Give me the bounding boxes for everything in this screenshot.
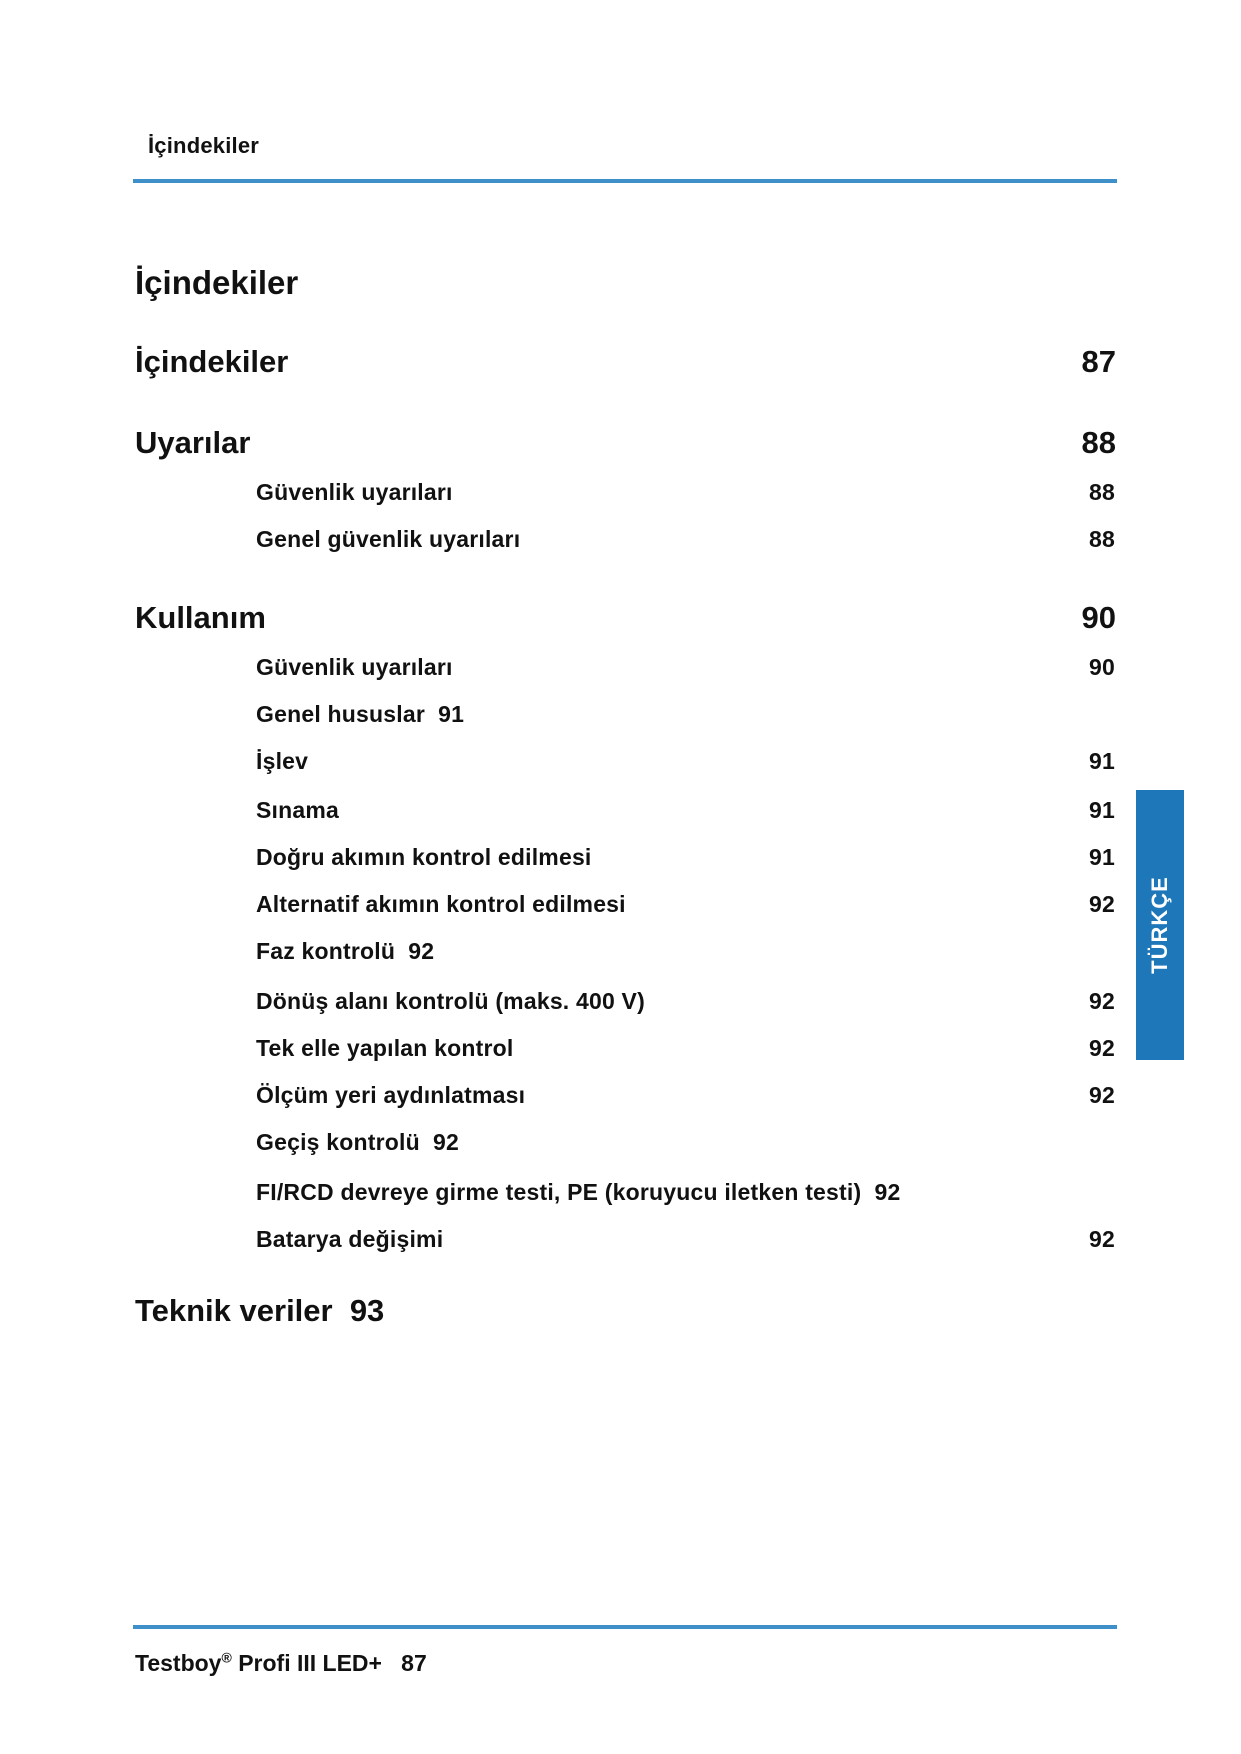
toc-entry[interactable] <box>256 1035 1115 1062</box>
toc-entry-label: Ölçüm yeri aydınlatması <box>256 1082 526 1108</box>
footer <box>135 1650 427 1677</box>
toc-entry-label: Sınama <box>256 797 340 823</box>
toc-entry-page: 88 <box>1081 425 1116 460</box>
toc-entry-label: Güvenlik uyarıları <box>256 479 453 505</box>
toc-entry-label: Faz kontrolü 92 <box>256 938 435 964</box>
toc-entry-label: Teknik veriler 93 <box>135 1293 385 1328</box>
language-side-tab-label: TÜRKÇE <box>1147 876 1172 974</box>
toc-entry-page: 88 <box>1089 526 1115 552</box>
toc-entry[interactable] <box>135 344 1116 380</box>
toc-entry[interactable] <box>256 1226 1115 1253</box>
toc-entry-page: 92 <box>1089 891 1115 917</box>
toc-entry-page: 91 <box>1089 844 1115 870</box>
header-rule <box>133 179 1117 183</box>
toc-entry[interactable] <box>256 1082 1115 1109</box>
toc-entry[interactable] <box>256 701 1115 728</box>
toc-entry-page: 92 <box>1089 1082 1115 1108</box>
toc-entry-label: Genel hususlar 91 <box>256 701 465 727</box>
toc-entry[interactable] <box>135 1293 1116 1329</box>
toc-entry-page: 91 <box>1089 797 1115 823</box>
toc-entry[interactable] <box>256 1129 1115 1156</box>
footer-rule <box>133 1625 1117 1629</box>
toc-entry-label: FI/RCD devreye girme testi, PE (koruyucu iletken testi) 92 <box>256 1179 901 1205</box>
toc-entry-page: 92 <box>1089 1226 1115 1252</box>
registered-mark: ® <box>221 1649 232 1666</box>
toc-entry[interactable] <box>256 891 1115 918</box>
toc-entry-label: Dönüş alanı kontrolü (maks. 400 V) <box>256 988 645 1014</box>
toc-entry-label: Doğru akımın kontrol edilmesi <box>256 844 592 870</box>
toc-entry-label: Geçiş kontrolü 92 <box>256 1129 459 1155</box>
toc-entry-page: 91 <box>1089 748 1115 774</box>
toc-entry-label: Kullanım <box>135 600 266 635</box>
toc-entry-label: Alternatif akımın kontrol edilmesi <box>256 891 626 917</box>
toc-entry[interactable] <box>256 526 1115 553</box>
toc-entry[interactable] <box>135 600 1116 636</box>
running-header: İçindekiler <box>148 133 260 158</box>
footer-brand: Testboy <box>135 1650 222 1676</box>
toc-entry-label: Batarya değişimi <box>256 1226 444 1252</box>
toc-entry-page: 87 <box>1081 344 1116 379</box>
toc-entry[interactable] <box>256 988 1115 1015</box>
toc-entry[interactable] <box>256 748 1115 775</box>
toc-entry-label: Uyarılar <box>135 425 251 460</box>
toc-entry-label: Tek elle yapılan kontrol <box>256 1035 514 1061</box>
toc-entry-label: Genel güvenlik uyarıları <box>256 526 521 552</box>
toc-entry-label: Güvenlik uyarıları <box>256 654 453 680</box>
toc-entry-label: İçindekiler <box>135 344 289 379</box>
toc-entry[interactable] <box>256 844 1115 871</box>
toc-entry-label: İşlev <box>256 748 309 774</box>
toc-entry[interactable] <box>256 797 1115 824</box>
toc-entry[interactable] <box>135 425 1116 461</box>
toc-entry-page: 90 <box>1081 600 1116 635</box>
toc-entry-page: 92 <box>1089 1035 1115 1061</box>
toc-entry[interactable] <box>256 1179 1115 1206</box>
page-title: İçindekiler <box>135 264 299 301</box>
toc-entry-page: 92 <box>1089 988 1115 1014</box>
language-side-tab <box>1136 790 1184 1060</box>
footer-product: Profi III LED+ <box>231 1650 382 1676</box>
toc-entry[interactable] <box>256 938 1115 965</box>
toc-entry[interactable] <box>256 479 1115 506</box>
toc-entry-page: 90 <box>1089 654 1115 680</box>
toc-entry-page: 88 <box>1089 479 1115 505</box>
footer-page-number: 87 <box>401 1650 427 1676</box>
toc-entry[interactable] <box>256 654 1115 681</box>
